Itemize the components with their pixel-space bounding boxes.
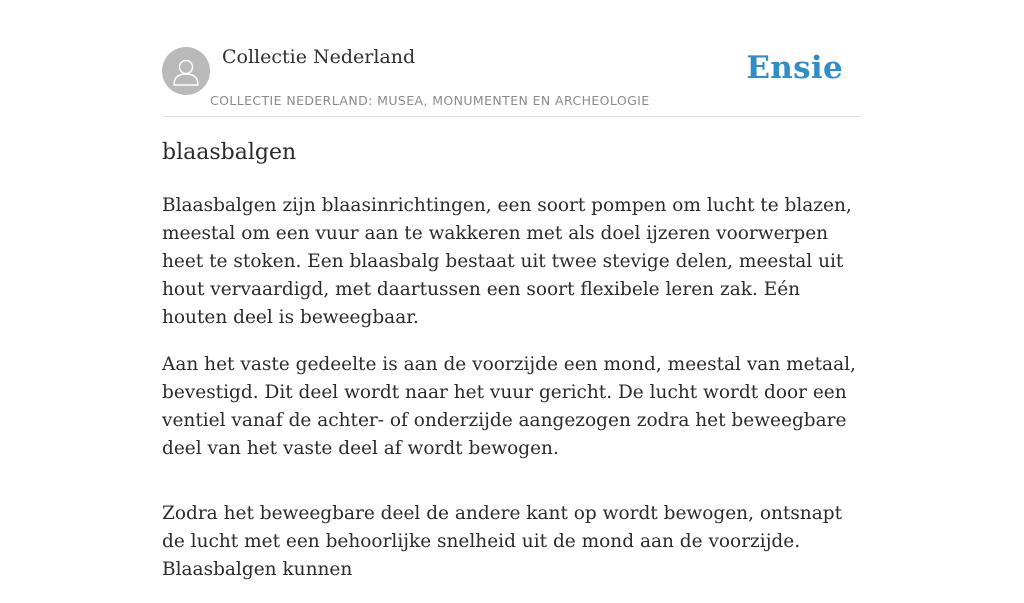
source-subtitle: COLLECTIE NEDERLAND: MUSEA, MONUMENTEN EN ARCHEOLOGIE bbox=[210, 93, 650, 108]
ensie-logo-link[interactable]: Ensie bbox=[746, 50, 843, 86]
entry-definition bbox=[162, 192, 862, 603]
definition-paragraph: Aan het vaste gedeelte is aan de voorzijde een mond, meestal van metaal, bevestigd. Dit deel wordt naar het vuur gericht. De lucht wordt door een ventiel vanaf de achter- of onderzijde aangezogen zodra het beweegbare deel van het vaste deel af wordt bewogen. bbox=[162, 354, 856, 459]
source-name-link[interactable]: Collectie Nederland bbox=[222, 46, 416, 68]
user-silhouette-icon bbox=[162, 47, 210, 95]
entry-term-title: blaasbalgen bbox=[162, 140, 297, 165]
source-avatar[interactable] bbox=[162, 47, 210, 95]
definition-paragraph: Zodra het beweegbare deel de andere kant op wordt bewogen, ontsnapt de lucht met een behoorlijke snelheid uit de mond aan de voorzijde. Blaasbalgen kunnen bbox=[162, 503, 843, 580]
page-container bbox=[162, 0, 862, 580]
source-header bbox=[162, 0, 862, 117]
definition-paragraph: Blaasbalgen zijn blaasinrichtingen, een soort pompen om lucht te blazen, meestal om een vuur aan te wakkeren met als doel ijzeren voorwerpen heet te stoken. Een blaasbalg bestaat uit twee stevige delen, meestal uit hout vervaardigd, met daartussen een soort flexibele leren zak. Eén houten deel is beweegbaar. bbox=[162, 195, 852, 328]
